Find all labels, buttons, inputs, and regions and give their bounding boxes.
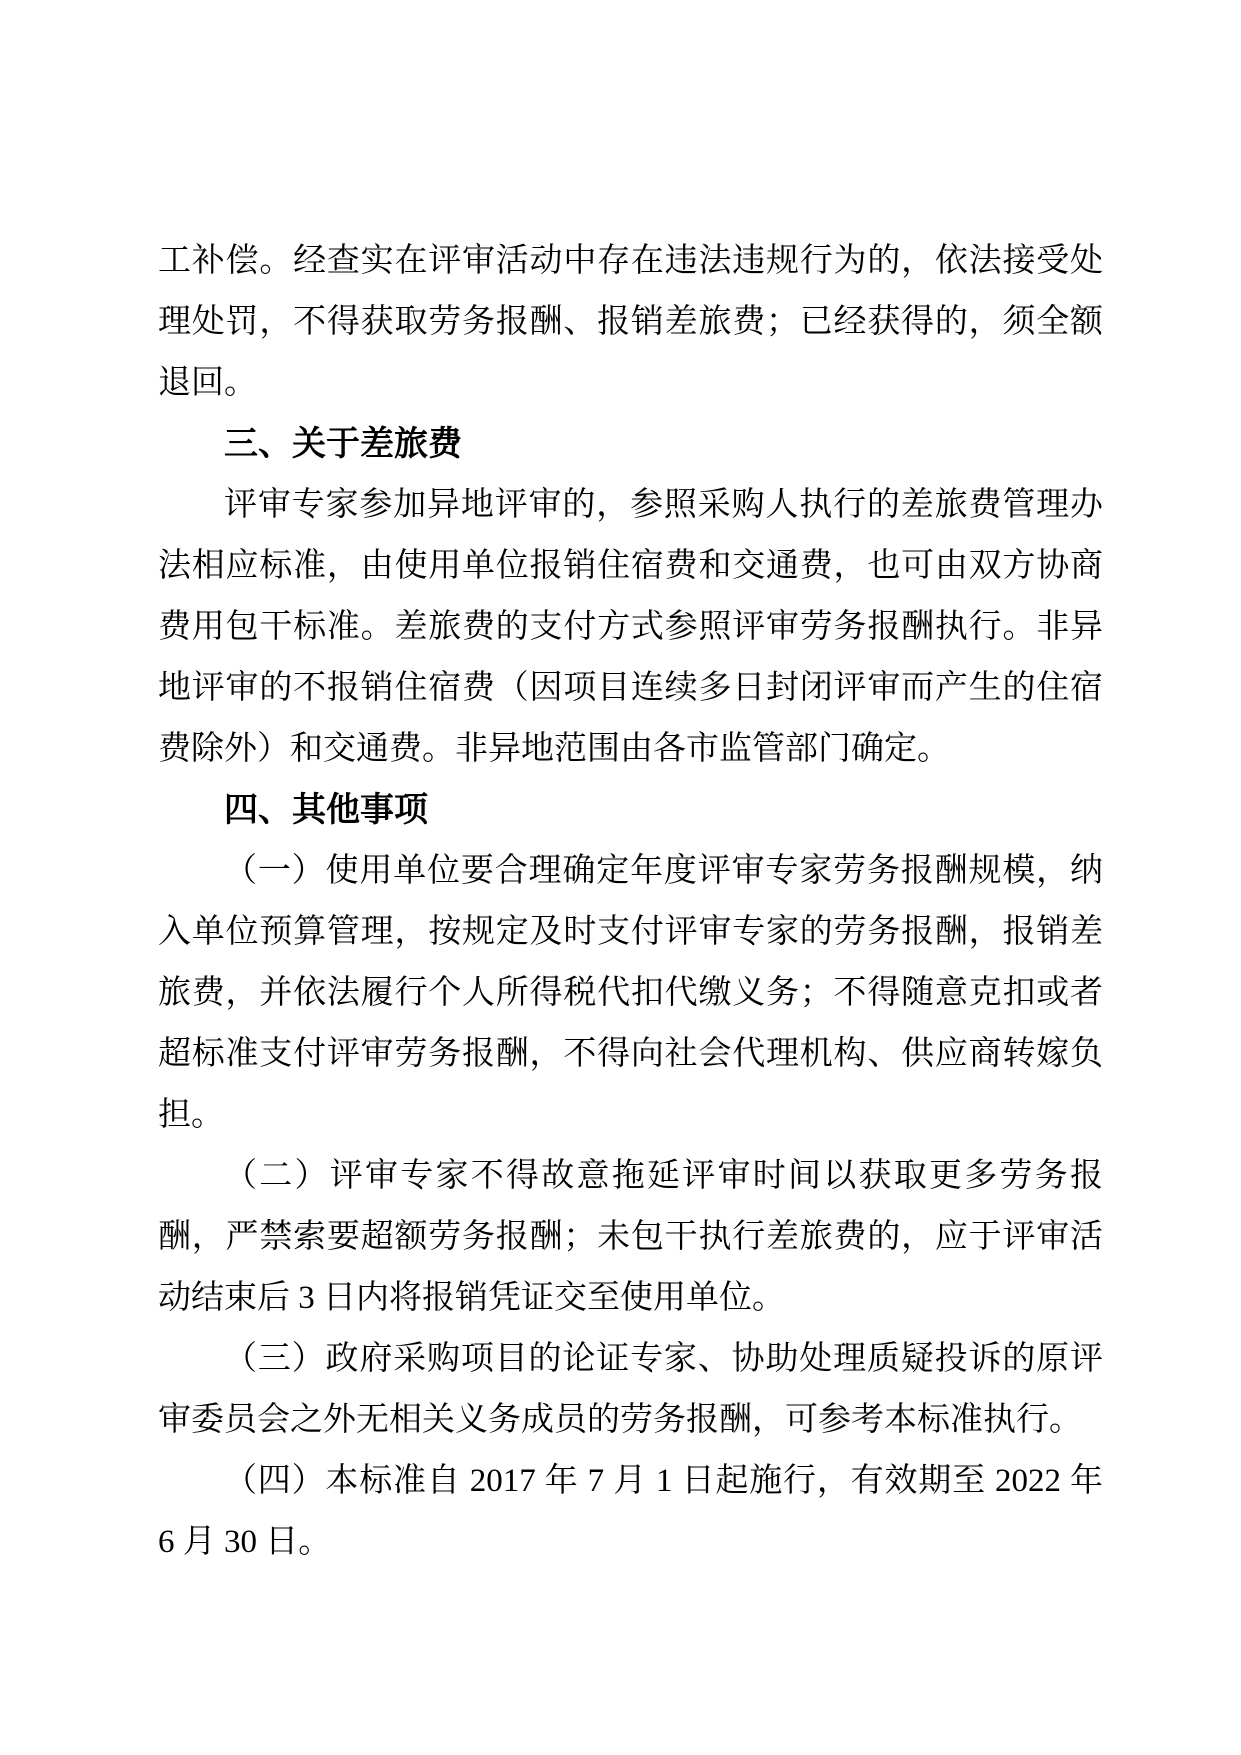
text-line: （三）政府采购项目的论证专家、协助处理质疑投诉的原评 bbox=[224, 1341, 1103, 1377]
text-line: 旅费，并依法履行个人所得税代扣代缴义务；不得随意克扣或者 bbox=[158, 975, 1103, 1011]
text-line: 评审专家参加异地评审的，参照采购人执行的差旅费管理办 bbox=[224, 487, 1103, 523]
text-line: 动结束后 3 日内将报销凭证交至使用单位。 bbox=[158, 1280, 785, 1316]
text-line: 地评审的不报销住宿费（因项目连续多日封闭评审而产生的住宿 bbox=[158, 670, 1103, 706]
text-line: （一）使用单位要合理确定年度评审专家劳务报酬规模，纳 bbox=[224, 853, 1103, 889]
text-line: 超标准支付评审劳务报酬，不得向社会代理机构、供应商转嫁负 bbox=[158, 1036, 1103, 1072]
text-line: 费除外）和交通费。非异地范围由各市监管部门确定。 bbox=[158, 731, 950, 767]
text-line: （四）本标准自 2017 年 7 月 1 日起施行，有效期至 2022 年 bbox=[224, 1463, 1103, 1499]
section-heading: 三、关于差旅费 bbox=[224, 425, 462, 463]
text-line: 酬，严禁索要超额劳务报酬；未包干执行差旅费的，应于评审活 bbox=[158, 1219, 1103, 1255]
text-line: 费用包干标准。差旅费的支付方式参照评审劳务报酬执行。非异 bbox=[158, 609, 1103, 645]
text-line: 担。 bbox=[158, 1097, 224, 1133]
text-line: 入单位预算管理，按规定及时支付评审专家的劳务报酬，报销差 bbox=[158, 914, 1103, 950]
document-text-block bbox=[158, 231, 1103, 1573]
text-line: （二）评审专家不得故意拖延评审时间以获取更多劳务报 bbox=[224, 1158, 1103, 1194]
text-line: 法相应标准，由使用单位报销住宿费和交通费，也可由双方协商 bbox=[158, 548, 1103, 584]
text-line: 6 月 30 日。 bbox=[158, 1524, 332, 1560]
text-line: 退回。 bbox=[158, 365, 257, 401]
text-line: 理处罚，不得获取劳务报酬、报销差旅费；已经获得的，须全额 bbox=[158, 304, 1103, 340]
section-heading: 四、其他事项 bbox=[224, 791, 428, 829]
text-line: 工补偿。经查实在评审活动中存在违法违规行为的，依法接受处 bbox=[158, 243, 1103, 279]
text-line: 审委员会之外无相关义务成员的劳务报酬，可参考本标准执行。 bbox=[158, 1402, 1082, 1438]
